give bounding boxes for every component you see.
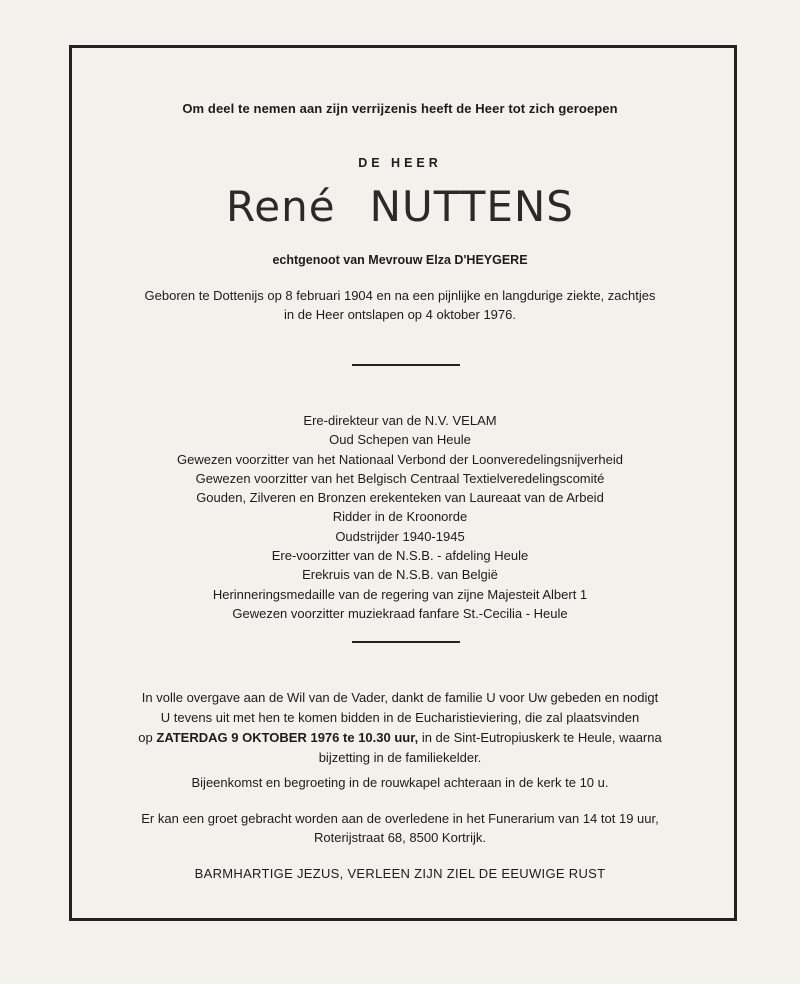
honor-item: Ridder in de Kroonorde (332, 509, 468, 525)
given-name: René (226, 182, 336, 231)
visitation-line: Er kan een groet gebracht worden aan de overledene in het Funerarium van 14 tot 19 uur, (141, 811, 659, 826)
divider (352, 364, 460, 366)
honor-item: Ere-direkteur van de N.V. VELAM (303, 413, 497, 428)
honor-item: Gewezen voorzitter van het Nationaal Verbond der Loonveredelingsnijverheid (177, 451, 623, 467)
service-date: ZATERDAG 9 OKTOBER 1976 (156, 730, 340, 745)
deceased-name (0, 182, 800, 231)
family-name: NUTTENS (369, 182, 574, 231)
birth-line: Geboren te Dottenijs op 8 februari 1904 en na een pijnlijke en langdurige ziekte, zachtjes (144, 288, 656, 303)
honor-item: Ere-voorzitter van de N.S.B. - afdeling Heule (271, 548, 529, 564)
invitation-line: U tevens uit met hen te komen bidden in de Eucharistieviering, die zal plaatsvinden (160, 710, 640, 725)
honor-item: Oud Schepen van Heule (329, 432, 471, 448)
invitation-paragraph (0, 688, 800, 768)
intro-text: Om deel te nemen aan zijn verrijzenis heeft de Heer tot zich geroepen (182, 101, 618, 116)
divider (352, 641, 460, 643)
honor-item: Herinneringsmedaille van de regering van zijne Majesteit Albert 1 (212, 586, 588, 602)
closing-prayer: BARMHARTIGE JEZUS, VERLEEN ZIJN ZIEL DE EEUWIGE RUST (194, 866, 606, 881)
honor-item: Gouden, Zilveren en Bronzen erekenteken van Laureaat van de Arbeid (196, 490, 604, 506)
honor-item: Gewezen voorzitter muziekraad fanfare St.-Cecilia - Heule (232, 605, 568, 621)
spouse-line: echtgenoot van Mevrouw Elza D'HEYGERE (272, 253, 528, 267)
honor-item: Oudstrijder 1940-1945 (335, 528, 465, 544)
visitation-address: Roterijstraat 68, 8500 Kortrijk. (314, 830, 486, 845)
gathering-note: Bijeenkomst en begroeting in de rouwkapel achteraan in de kerk te 10 u. (191, 775, 609, 790)
invitation-line: In volle overgave aan de Wil van de Vader, dankt de familie U voor Uw gebeden en nodigt (141, 690, 659, 705)
honorific-title: DE HEER (358, 156, 442, 170)
honors-list (0, 411, 800, 623)
invitation-line: bijzetting in de familiekelder. (318, 750, 482, 765)
visitation-paragraph (0, 809, 800, 847)
birth-death-paragraph (0, 286, 800, 324)
invitation-line: op ZATERDAG 9 OKTOBER 1976 te 10.30 uur, in de Sint-Eutropiuskerk te Heule, waarna (138, 730, 662, 745)
honor-item: Erekruis van de N.S.B. van België (302, 567, 498, 583)
service-time: 10.30 uur, (358, 730, 419, 745)
honor-item: Gewezen voorzitter van het Belgisch Centraal Textielveredelingscomité (195, 470, 605, 486)
death-line: in de Heer ontslapen op 4 oktober 1976. (283, 307, 516, 322)
